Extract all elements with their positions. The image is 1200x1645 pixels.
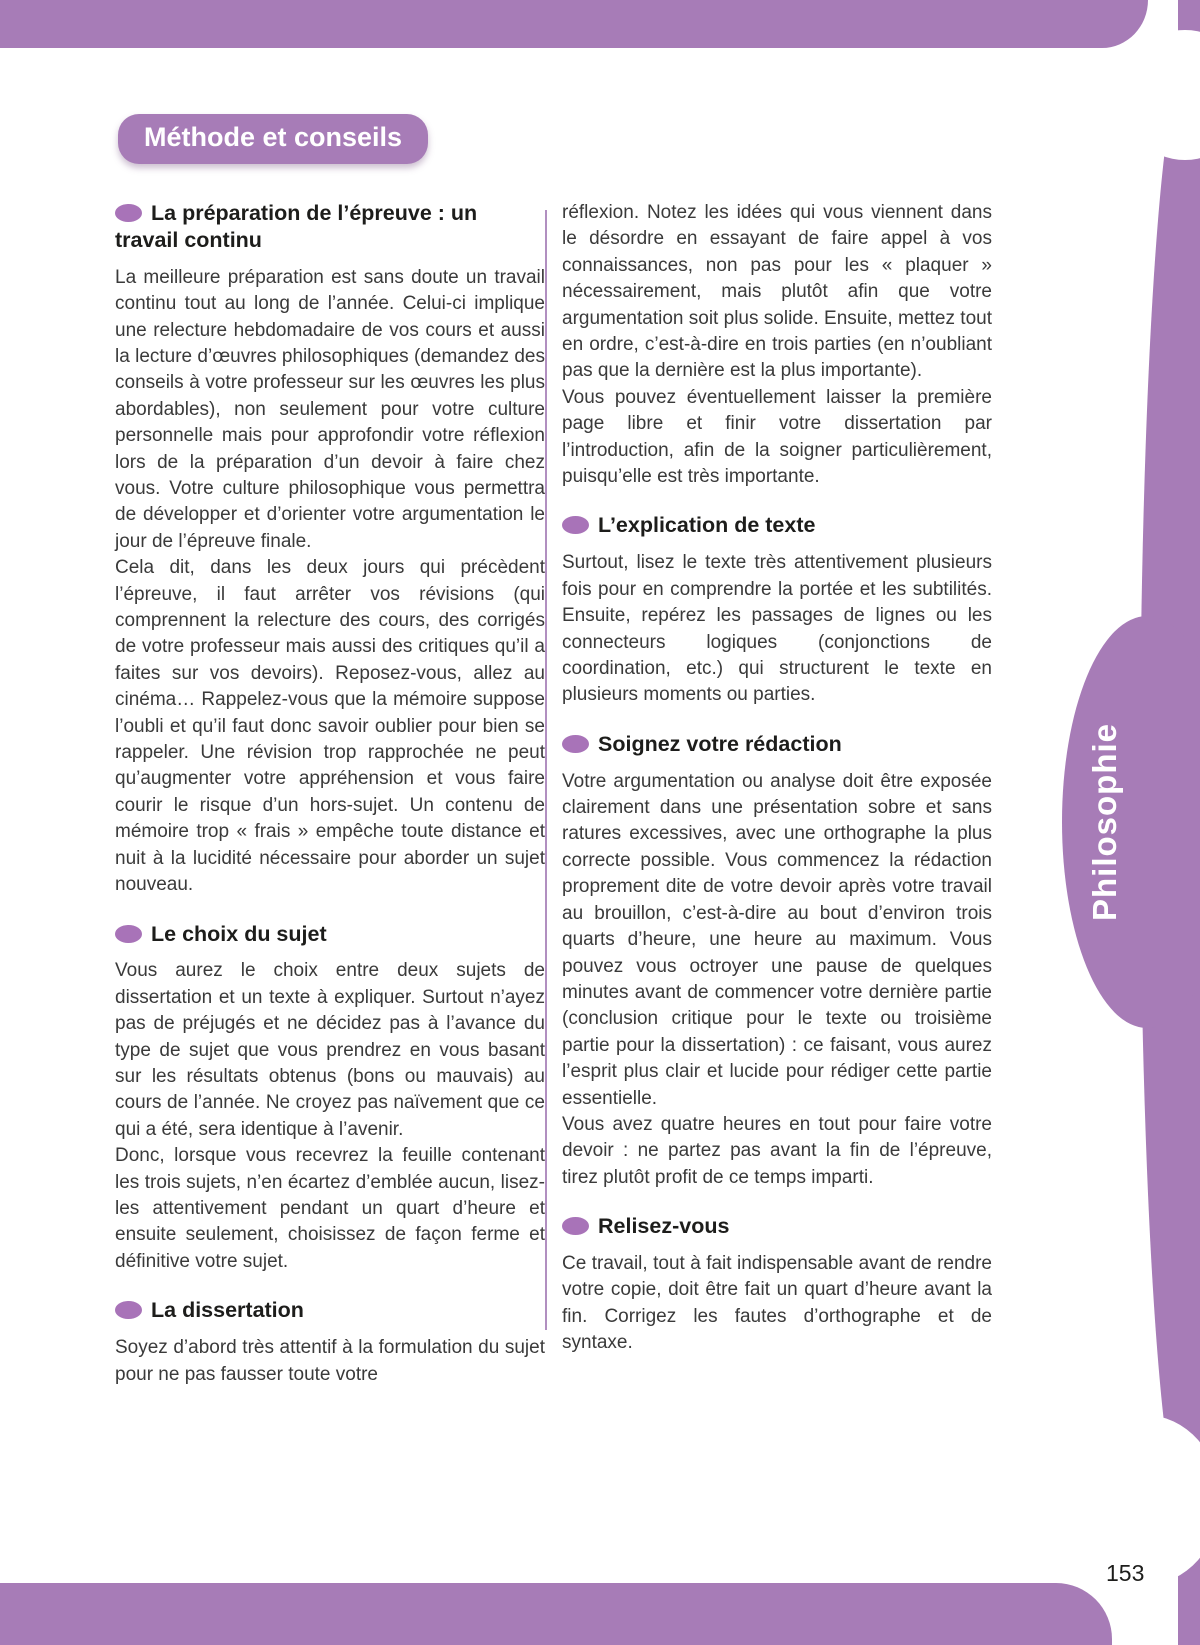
section-heading: [562, 1213, 992, 1240]
section-heading: [115, 1297, 545, 1324]
section-heading-label: Relisez-vous: [598, 1214, 730, 1239]
right-column: [562, 200, 992, 1388]
column-divider: [545, 210, 547, 1330]
paragraph: Ce travail, tout à fait indispensable avant de rendre votre copie, doit être fait un quart d’heure avant la fin. Corrigez les fautes d’orthographe et de syntaxe.: [562, 1253, 992, 1354]
bullet-icon: [562, 516, 589, 534]
paragraph: Soyez d’abord très attentif à la formulation du sujet pour ne pas fausser toute votre: [115, 1337, 545, 1385]
paragraph: Surtout, lisez le texte très attentivement plusieurs fois pour en comprendre la portée et les subtilités. Ensuite, repérez les passages de lignes ou les connecteurs logiques (conjonctions de coordination, etc.) qui structurent le texte en plusieurs moments ou parties.: [562, 552, 992, 706]
bullet-icon: [115, 1301, 142, 1319]
section-heading-label: La dissertation: [151, 1298, 304, 1323]
subject-tab-label: Philosophie: [1086, 722, 1123, 921]
bottom-band: [0, 1583, 1112, 1645]
paragraph: Votre argumentation ou analyse doit être exposée clairement dans une présentation sobre et sans ratures excessives, avec une orthographe la plus correcte possible. Vous commencez la rédaction proprement dite de votre devoir après votre travail au brouillon, c’est-à-dire au bout d’environ trois quarts d’heure, une heure au maximum. Vous pouvez vous octroyer une pause de quelques minutes avant de commencer votre dernière partie (conclusion critique pour le texte ou troisième partie pour la dissertation) : ce faisant, vous aurez l’esprit plus clair et lucide pour rédiger cette partie essentielle.: [562, 770, 992, 1109]
section-heading-label: La préparation de l’épreuve : un travail continu: [115, 201, 478, 252]
section-heading: [115, 200, 545, 254]
section-heading-label: L’explication de texte: [598, 513, 816, 538]
section-heading-label: Le choix du sujet: [151, 921, 327, 946]
top-band: [0, 0, 1148, 48]
section-heading-label: Soignez votre rédaction: [598, 731, 842, 756]
page-curl-gap-top: [1120, 30, 1200, 160]
paragraph: Vous avez quatre heures en tout pour faire votre devoir : ne partez pas avant la fin de l’épreuve, tirez plutôt profit de ce temps imparti.: [562, 1113, 992, 1188]
paragraph: Vous aurez le choix entre deux sujets de dissertation et un texte à expliquer. Surtout n’ayez pas de préjugés et ne décidez pas à l’avance du type de sujet que vous prendrez en vous basant sur les résultats obtenus (bons ou mauvais) au cours de l’année. Ne croyez pas naïvement que ce qui a été, sera identique à l’avenir.: [115, 960, 545, 1140]
section-heading: [115, 921, 545, 948]
section-heading: [562, 512, 992, 539]
page-number: 153: [1106, 1560, 1145, 1586]
paragraph: Vous pouvez éventuellement laisser la première page libre et finir votre dissertation par l’introduction, afin de la soigner particulièrement, puisqu’elle est très importante.: [562, 386, 992, 488]
paragraph: Donc, lorsque vous recevrez la feuille contenant les trois sujets, n’en écartez d’emblée aucun, lisez-les attentivement pendant un quart d’heure et ensuite seulement, choisissez de façon ferme et définitive votre sujet.: [115, 1145, 545, 1272]
text-columns: [115, 200, 992, 1388]
paragraph: réflexion. Notez les idées qui vous viennent dans le désordre en essayant de faire appel à vos connaissances, non pas pour les « plaquer » nécessairement, mais plutôt afin que votre argumentation soit plus solide. Ensuite, mettez tout en ordre, c’est-à-dire en trois parties (en n’oubliant pas que la dernière est la plus importante).: [562, 202, 992, 382]
section-badge-label: Méthode et conseils: [144, 122, 403, 152]
left-column: [115, 200, 545, 1388]
section-heading: [562, 731, 992, 758]
bullet-icon: [562, 735, 589, 753]
paragraph: La meilleure préparation est sans doute un travail continu tout au long de l’année. Celui-ci implique une relecture hebdomadaire de vos cours et aussi la lecture d’œuvres philosophiques (demandez des conseils à votre professeur sur les œuvres les plus abordables), non seulement pour votre culture personnelle mais pour approfondir votre réflexion lors de la préparation d’un devoir à faire chez vous. Votre culture philosophique vous permettra de développer et d’orienter votre argumentation le jour de l’épreuve finale.: [115, 266, 545, 552]
section-badge: [118, 114, 428, 164]
paragraph: Cela dit, dans les deux jours qui précèdent l’épreuve, il faut arrêter vos révisions (qui comprennent la relecture des cours, des corrigés de votre professeur mais aussi des critiques qu’il a faites sur vos devoirs). Reposez-vous, allez au cinéma… Rappelez-vous que la mémoire suppose l’oubli et qu’il faut donc savoir oublier pour bien se rappeler. Une révision trop rapprochée ne peut qu’augmenter votre appréhension et vous faire courir le risque d’un hors-sujet. Un contenu de mémoire trop « frais » empêche toute distance et nuit à la lucidité nécessaire pour aborder un sujet nouveau.: [115, 557, 545, 896]
bullet-icon: [115, 925, 142, 943]
subject-tab: [1062, 616, 1200, 1028]
bullet-icon: [562, 1217, 589, 1235]
bullet-icon: [115, 204, 142, 222]
